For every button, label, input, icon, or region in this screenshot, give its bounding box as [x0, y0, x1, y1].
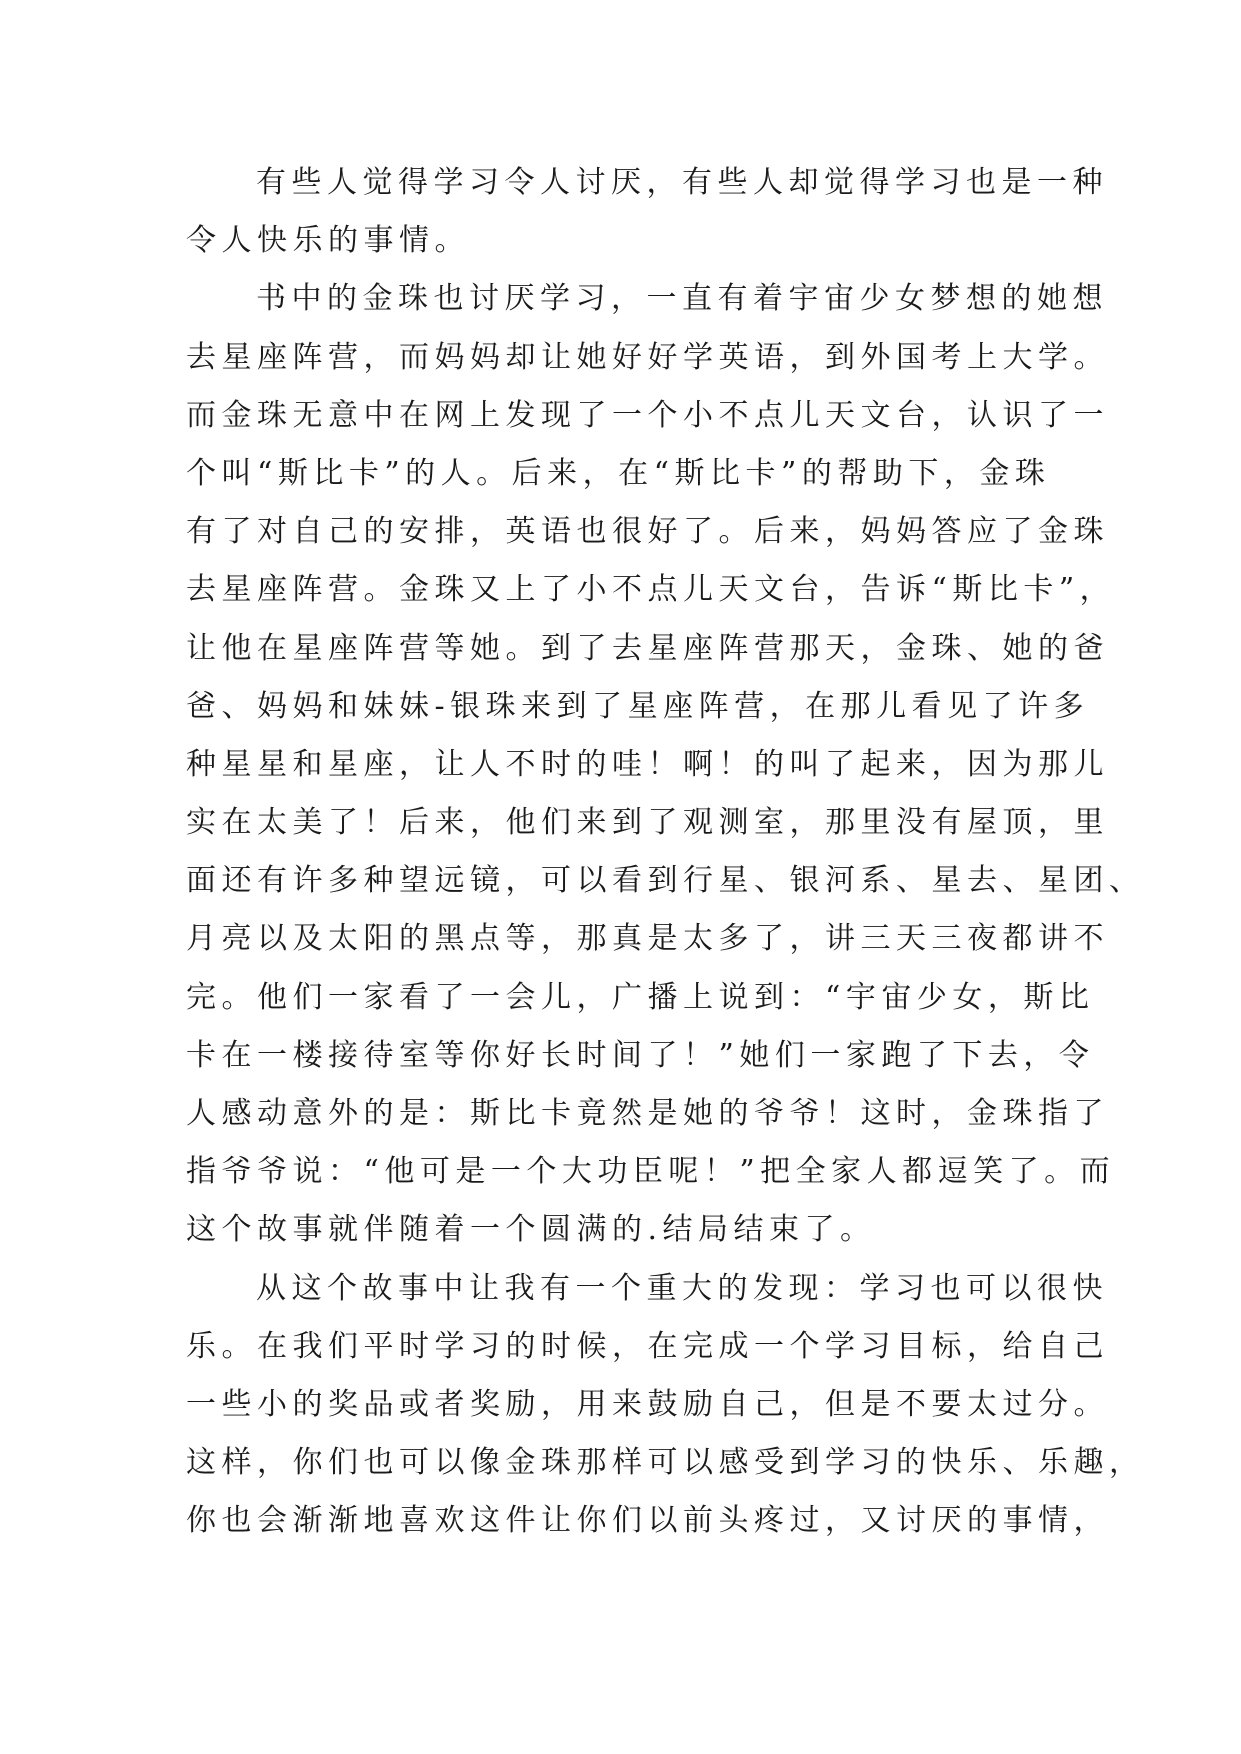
text-line: 月亮以及太阳的黑点等，那真是太多了，讲三天三夜都讲不: [186, 921, 1109, 957]
text-line: 这个故事就伴随着一个圆满的.结局结束了。: [186, 1212, 876, 1248]
paragraph-2: [186, 270, 1145, 1259]
paragraph-1: [186, 154, 1108, 270]
text-line: 去星座阵营。金珠又上了小不点儿天文台，告诉“斯比卡”，: [186, 572, 1116, 608]
text-line: 一些小的奖品或者奖励，用来鼓励自己，但是不要太过分。: [186, 1386, 1109, 1422]
text-line: 去星座阵营，而妈妈却让她好好学英语，到外国考上大学。: [186, 339, 1109, 375]
text-line: 乐。在我们平时学习的时候，在完成一个学习目标，给自己: [186, 1328, 1109, 1364]
document-body: [186, 154, 1145, 1551]
text-line: 卡在一楼接待室等你好长时间了！”她们一家跑了下去，令: [186, 1037, 1095, 1073]
text-line: 人感动意外的是：斯比卡竟然是她的爷爷！这时，金珠指了: [186, 1096, 1109, 1131]
text-line: 有了对自己的安排，英语也很好了。后来，妈妈答应了金珠: [186, 514, 1109, 550]
text-line: 爸、妈妈和妹妹-银珠来到了星座阵营，在那儿看见了许多: [186, 688, 1090, 724]
text-line: 这样，你们也可以像金珠那样可以感受到学习的快乐、乐趣，: [186, 1445, 1145, 1481]
text-line: 实在太美了！后来，他们来到了观测室，那里没有屋顶，里: [186, 805, 1109, 841]
text-line: 让他在星座阵营等她。到了去星座阵营那天，金珠、她的爸: [186, 630, 1109, 666]
text-line: 有些人觉得学习令人讨厌，有些人却觉得学习也是一种: [256, 165, 1108, 200]
text-line: 书中的金珠也讨厌学习，一直有着宇宙少女梦想的她想: [256, 281, 1108, 317]
text-line: 面还有许多种望远镜，可以看到行星、银河系、星去、星团、: [186, 863, 1145, 899]
text-line: 从这个故事中让我有一个重大的发现：学习也可以很快: [256, 1270, 1108, 1306]
text-line: 令人快乐的事情。: [186, 223, 470, 259]
text-line: 个叫“斯比卡”的人。后来，在“斯比卡”的帮助下，金珠: [186, 455, 1051, 491]
text-line: 指爷爷说：“他可是一个大功臣呢！”把全家人都逗笑了。而: [186, 1154, 1116, 1190]
text-line: 种星星和星座，让人不时的哇！啊！的叫了起来，因为那儿: [186, 746, 1109, 782]
text-line: 你也会渐渐地喜欢这件让你们以前头疼过，又讨厌的事情，: [186, 1503, 1109, 1539]
text-line: 而金珠无意中在网上发现了一个小不点儿天文台，认识了一: [186, 397, 1109, 433]
paragraph-3: [186, 1260, 1145, 1551]
text-line: 完。他们一家看了一会儿，广播上说到：“宇宙少女，斯比: [186, 979, 1095, 1015]
